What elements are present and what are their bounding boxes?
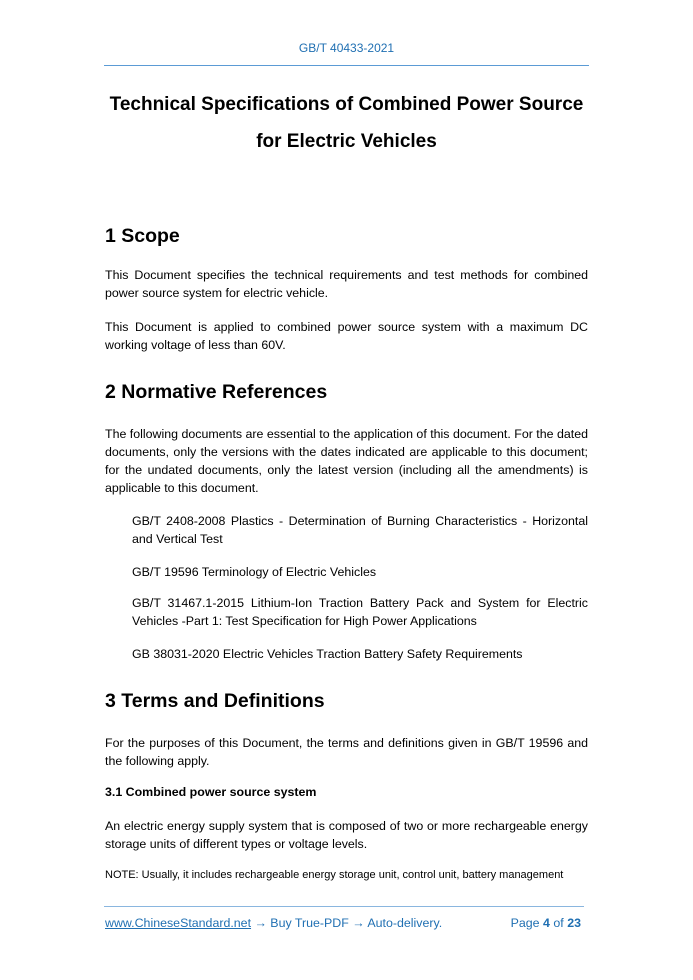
term-note: NOTE: Usually, it includes rechargeable energy storage unit, control unit, battery management xyxy=(105,869,564,881)
page-counter xyxy=(511,916,581,930)
reference-item: GB/T 31467.1-2015 Lithium-Ion Traction Battery Pack and System for Electric Vehicles -Part 1: Test Specification for High Power Applications xyxy=(132,596,588,628)
of-label: of xyxy=(553,916,564,930)
document-title-line-1: Technical Specifications of Combined Power Source xyxy=(109,94,584,115)
total-pages-number: 23 xyxy=(567,916,581,930)
references-intro-paragraph: The following documents are essential to the application of this document. For the dated documents, only the versions with the dates indicated are applicable to this document; for the undated documents, only the latest version (including all the amendments) is applicable to this document. xyxy=(105,427,588,495)
current-page-number: 4 xyxy=(543,916,550,930)
section-heading-scope: 1 Scope xyxy=(105,225,180,247)
document-title-line-2: for Electric Vehicles xyxy=(256,131,437,152)
scope-paragraph-2: This Document is applied to combined power source system with a maximum DC working voltage of less than 60V. xyxy=(105,320,588,352)
term-heading-3-1: 3.1 Combined power source system xyxy=(105,785,317,799)
website-link[interactable]: www.ChineseStandard.net xyxy=(105,916,252,930)
header-standard-code: GB/T 40433-2021 xyxy=(298,41,395,55)
scope-paragraph-1: This Document specifies the technical requirements and test methods for combined power source system for electric vehicle. xyxy=(105,268,588,300)
footer-divider xyxy=(104,906,584,907)
header-divider xyxy=(104,65,589,66)
section-heading-terms-definitions: 3 Terms and Definitions xyxy=(105,690,325,712)
reference-item: GB 38031-2020 Electric Vehicles Traction Battery Safety Requirements xyxy=(132,647,523,661)
term-definition-paragraph: An electric energy supply system that is composed of two or more rechargeable energy storage units of different types or voltage levels. xyxy=(105,819,588,851)
reference-item: GB/T 19596 Terminology of Electric Vehicles xyxy=(132,565,377,579)
footer-promo-text: → Buy True-PDF → Auto-delivery. xyxy=(251,916,443,930)
section-heading-normative-references: 2 Normative References xyxy=(105,381,328,403)
page-label: Page xyxy=(510,916,540,930)
reference-item: GB/T 2408-2008 Plastics - Determination of Burning Characteristics - Horizontal and Vertical Test xyxy=(132,514,588,546)
terms-intro-paragraph: For the purposes of this Document, the terms and definitions given in GB/T 19596 and the following apply. xyxy=(105,736,588,768)
page-footer xyxy=(105,916,585,930)
